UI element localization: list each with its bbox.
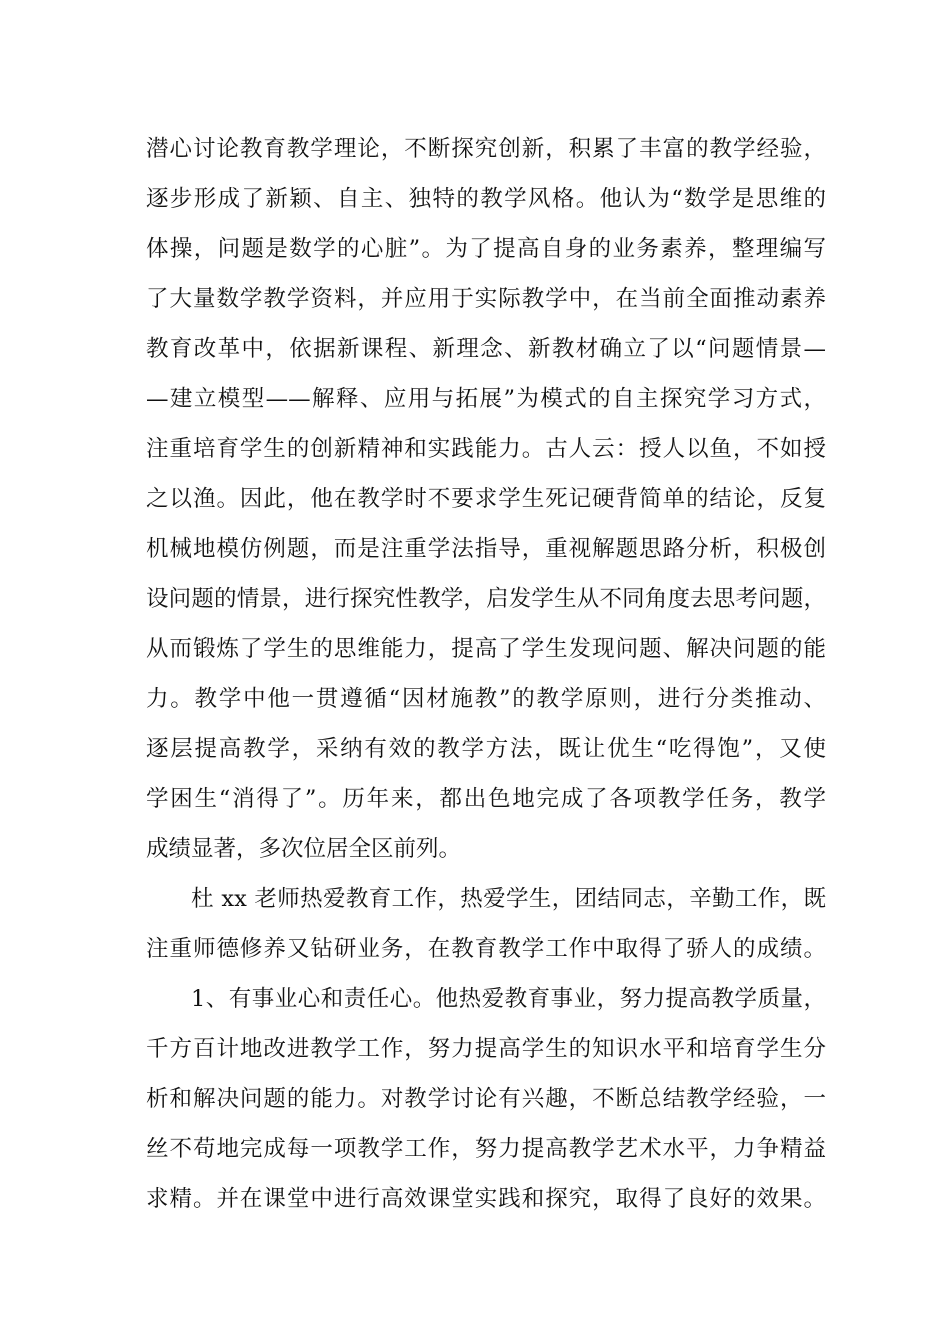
text-line: 逐层提高教学，采纳有效的教学方法，既让优生“吃得饱”，又使: [146, 736, 826, 762]
paragraph-first-line: 杜 xx 老师热爱教育工作，热爱学生，团结同志，辛勤工作，既: [191, 886, 826, 912]
text-line: 力。教学中他一贯遵循“因材施教”的教学原则，进行分类推动、: [146, 686, 826, 712]
paragraph-first-line: 1、有事业心和责任心。他热爱教育事业，努力提高教学质量，: [191, 986, 826, 1012]
text-line: 学困生“消得了”。历年来，都出色地完成了各项教学任务，教学: [146, 786, 826, 812]
text-line: 了大量数学教学资料，并应用于实际教学中，在当前全面推动素养: [146, 286, 826, 312]
text-line: 千方百计地改进教学工作，努力提高学生的知识水平和培育学生分: [146, 1036, 826, 1062]
text-line: 体操，问题是数学的心脏”。为了提高自身的业务素养，整理编写: [146, 236, 826, 262]
body-text: [146, 124, 826, 1224]
text-line: 丝不苟地完成每一项教学工作，努力提高教学艺术水平，力争精益: [146, 1136, 826, 1162]
text-line: 机械地模仿例题，而是注重学法指导，重视解题思路分析，积极创: [146, 536, 826, 562]
text-line: 设问题的情景，进行探究性教学，启发学生从不同角度去思考问题，: [146, 586, 826, 612]
text-line: 析和解决问题的能力。对教学讨论有兴趣，不断总结教学经验，一: [146, 1086, 826, 1112]
text-line: 注重培育学生的创新精神和实践能力。古人云：授人以鱼，不如授: [146, 436, 826, 462]
text-line: 潜心讨论教育教学理论，不断探究创新，积累了丰富的教学经验，: [146, 136, 826, 162]
text-line: 之以渔。因此，他在教学时不要求学生死记硬背简单的结论，反复: [146, 486, 826, 512]
text-line: 求精。并在课堂中进行高效课堂实践和探究，取得了良好的效果。: [146, 1186, 826, 1212]
text-line: 逐步形成了新颖、自主、独特的教学风格。他认为“数学是思维的: [146, 186, 826, 212]
text-line: 注重师德修养又钻研业务，在教育教学工作中取得了骄人的成绩。: [146, 936, 826, 962]
text-line: 成绩显著，多次位居全区前列。: [146, 836, 462, 862]
text-line: 从而锻炼了学生的思维能力，提高了学生发现问题、解决问题的能: [146, 636, 826, 662]
text-line: 教育改革中，依据新课程、新理念、新教材确立了以“问题情景—: [146, 336, 826, 362]
text-line: —建立模型——解释、应用与拓展”为模式的自主探究学习方式，: [146, 386, 826, 412]
